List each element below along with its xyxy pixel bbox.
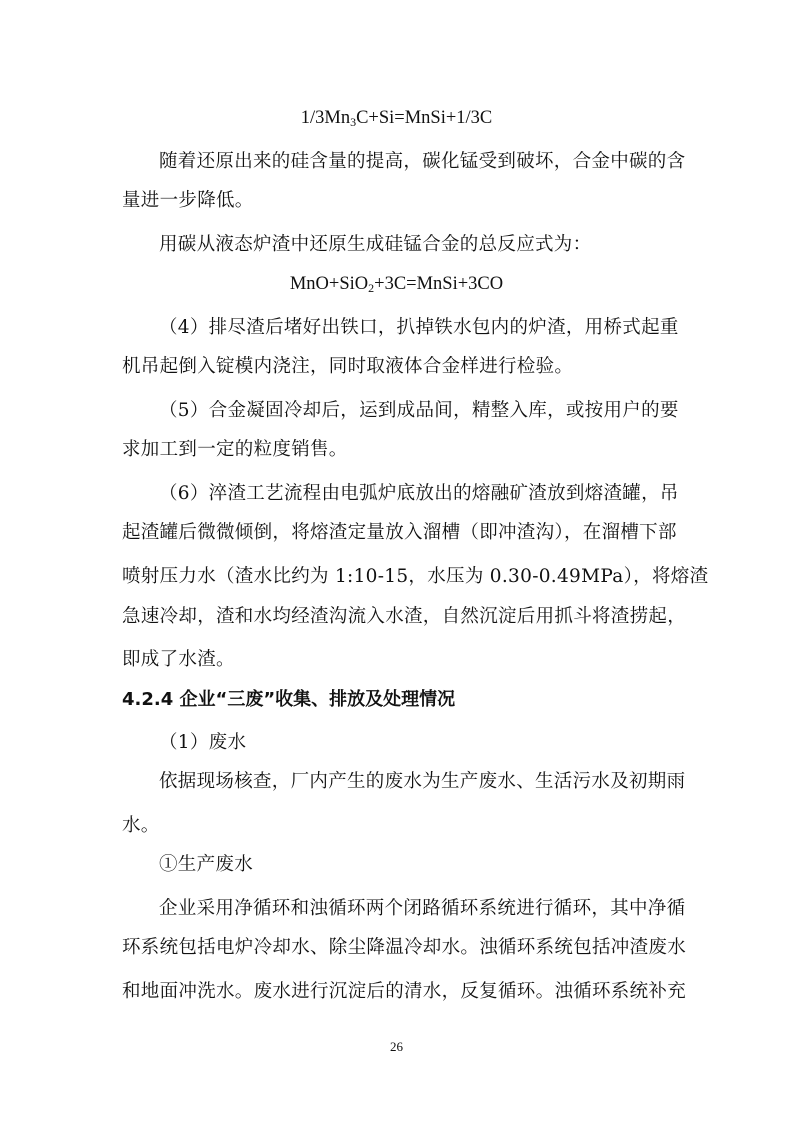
paragraph-line: 喷射压力水（渣水比约为 1:10-15，水压为 0.30-0.49MPa），将熔渣 bbox=[122, 566, 709, 587]
paragraph-line: 随着还原出来的硅含量的提高，碳化锰受到破坏，合金中碳的含 bbox=[159, 151, 686, 172]
paragraph-line: （4）排尽渣后堵好出铁口，扒掉铁水包内的炉渣，用桥式起重 bbox=[159, 317, 679, 338]
subsection-label: （1）废水 bbox=[159, 732, 247, 753]
equation-subscript: 2 bbox=[368, 281, 375, 295]
paragraph-line: 依据现场核查，厂内产生的废水为生产废水、生活污水及初期雨 bbox=[159, 771, 686, 792]
paragraph-line: 量进一步降低。 bbox=[122, 190, 254, 211]
paragraph-line: （5）合金凝固冷却后，运到成品间，精整入库，或按用户的要 bbox=[159, 400, 679, 421]
section-heading: 4.2.4 企业“三废”收集、排放及处理情况 bbox=[122, 689, 456, 710]
page-number: 26 bbox=[390, 1039, 403, 1054]
equation-part: +3C=MnSi+3CO bbox=[374, 274, 504, 294]
equation-total-reaction bbox=[0, 272, 793, 296]
equation-mn3c-si bbox=[0, 106, 793, 130]
paragraph-line: 起渣罐后微微倾倒，将熔渣定量放入溜槽（即冲渣沟），在溜槽下部 bbox=[122, 522, 677, 543]
equation-part: 1/3Mn bbox=[300, 108, 351, 128]
equation-subscript: 3 bbox=[350, 115, 357, 129]
equation-part: C+Si=MnSi+1/3C bbox=[356, 108, 493, 128]
paragraph-line: 用碳从液态炉渣中还原生成硅锰合金的总反应式为： bbox=[159, 234, 592, 255]
paragraph-line: 和地面冲洗水。废水进行沉淀后的清水，反复循环。浊循环系统补充 bbox=[122, 981, 687, 1002]
paragraph-line: 水。 bbox=[122, 815, 160, 836]
equation-part: MnO+SiO bbox=[289, 274, 369, 294]
paragraph-line: 环系统包括电炉冷却水、除尘降温冷却水。浊循环系统包括冲渣废水 bbox=[122, 937, 687, 958]
paragraph-line: （6）淬渣工艺流程由电弧炉底放出的熔融矿渣放到熔渣罐，吊 bbox=[159, 483, 679, 504]
subsection-label: ①生产废水 bbox=[159, 854, 254, 875]
paragraph-line: 急速冷却，渣和水均经渣沟流入水渣，自然沉淀后用抓斗将渣捞起， bbox=[122, 606, 687, 627]
paragraph-line: 求加工到一定的粒度销售。 bbox=[122, 439, 348, 460]
paragraph-line: 即成了水渣。 bbox=[122, 649, 235, 670]
paragraph-line: 机吊起倒入锭模内浇注，同时取液体合金样进行检验。 bbox=[122, 356, 574, 377]
paragraph-line: 企业采用净循环和浊循环两个闭路循环系统进行循环，其中净循 bbox=[159, 898, 686, 919]
